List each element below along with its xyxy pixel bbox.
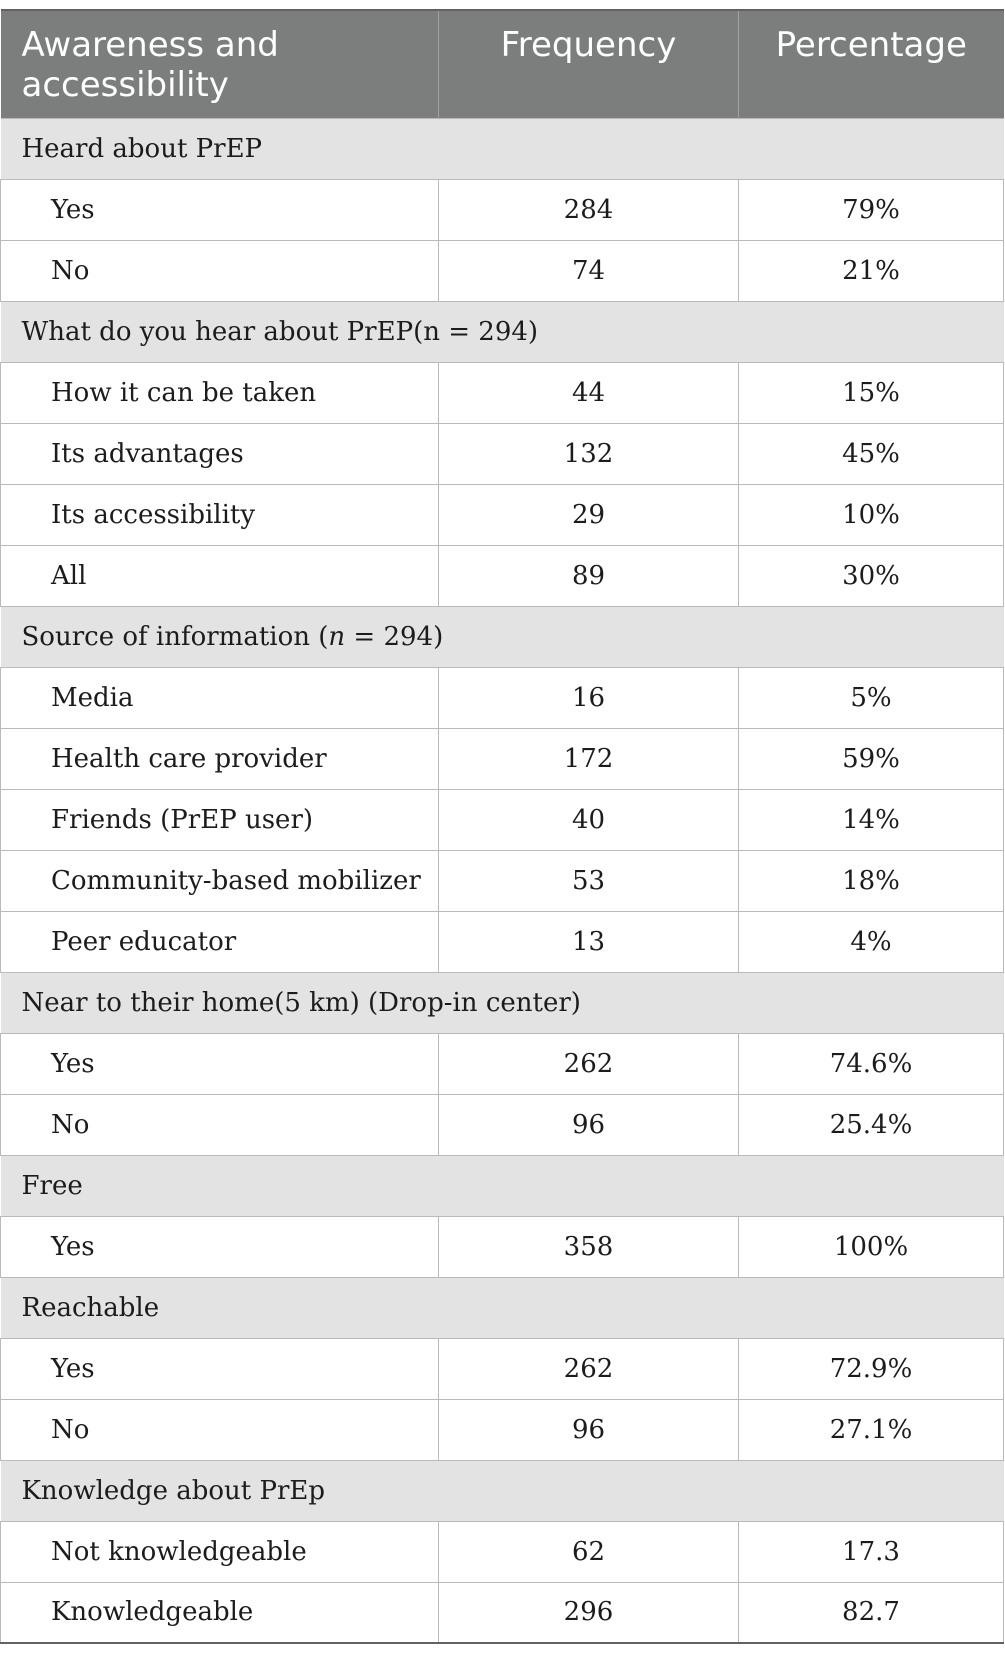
row-frequency: 16: [439, 667, 739, 728]
row-label: Friends (PrEP user): [1, 789, 439, 850]
table-row: [1, 911, 1004, 972]
table-row: [1, 667, 1004, 728]
section-title: What do you hear about PrEP(n = 294): [1, 301, 1004, 362]
row-label: Peer educator: [1, 911, 439, 972]
section-row: [1, 972, 1004, 1033]
row-frequency: 172: [439, 728, 739, 789]
row-frequency: 262: [439, 1338, 739, 1399]
section-row: [1, 1460, 1004, 1521]
row-percentage: 4%: [739, 911, 1004, 972]
table-row: [1, 1399, 1004, 1460]
table-body: [1, 118, 1004, 1643]
row-percentage: 25.4%: [739, 1094, 1004, 1155]
row-percentage: 27.1%: [739, 1399, 1004, 1460]
header-row: [1, 10, 1004, 118]
section-row: [1, 606, 1004, 667]
table-header: [1, 10, 1004, 118]
row-label: Yes: [1, 179, 439, 240]
table-row: [1, 1216, 1004, 1277]
row-label: Community-based mobilizer: [1, 850, 439, 911]
row-frequency: 40: [439, 789, 739, 850]
row-frequency: 296: [439, 1582, 739, 1643]
header-percentage: Percentage: [739, 10, 1004, 118]
row-percentage: 17.3: [739, 1521, 1004, 1582]
table-row: [1, 545, 1004, 606]
table-row: [1, 240, 1004, 301]
row-frequency: 262: [439, 1033, 739, 1094]
row-percentage: 79%: [739, 179, 1004, 240]
table-row: [1, 179, 1004, 240]
table-row: [1, 1033, 1004, 1094]
header-frequency: Frequency: [439, 10, 739, 118]
row-percentage: 10%: [739, 484, 1004, 545]
row-frequency: 284: [439, 179, 739, 240]
row-label: No: [1, 1399, 439, 1460]
row-percentage: 74.6%: [739, 1033, 1004, 1094]
row-frequency: 13: [439, 911, 739, 972]
row-percentage: 100%: [739, 1216, 1004, 1277]
row-label: Yes: [1, 1033, 439, 1094]
section-title: Free: [1, 1155, 1004, 1216]
row-label: Its advantages: [1, 423, 439, 484]
row-frequency: 89: [439, 545, 739, 606]
row-label: Yes: [1, 1216, 439, 1277]
table-row: [1, 789, 1004, 850]
row-frequency: 358: [439, 1216, 739, 1277]
row-frequency: 29: [439, 484, 739, 545]
row-frequency: 44: [439, 362, 739, 423]
row-percentage: 5%: [739, 667, 1004, 728]
row-percentage: 72.9%: [739, 1338, 1004, 1399]
row-frequency: 96: [439, 1399, 739, 1460]
row-label: Yes: [1, 1338, 439, 1399]
row-percentage: 18%: [739, 850, 1004, 911]
table-row: [1, 1582, 1004, 1643]
table-row: [1, 484, 1004, 545]
section-row: [1, 118, 1004, 179]
section-row: [1, 1155, 1004, 1216]
table-row: [1, 1521, 1004, 1582]
row-label: Knowledgeable: [1, 1582, 439, 1643]
row-label: Its accessibility: [1, 484, 439, 545]
row-percentage: 30%: [739, 545, 1004, 606]
row-frequency: 96: [439, 1094, 739, 1155]
table-row: [1, 423, 1004, 484]
row-percentage: 45%: [739, 423, 1004, 484]
section-row: [1, 1277, 1004, 1338]
table-row: [1, 1094, 1004, 1155]
row-percentage: 82.7: [739, 1582, 1004, 1643]
section-title: Source of information (n = 294): [1, 606, 1004, 667]
row-label: All: [1, 545, 439, 606]
section-row: [1, 301, 1004, 362]
section-title: Heard about PrEP: [1, 118, 1004, 179]
header-awareness: Awareness and accessibility: [1, 10, 439, 118]
row-percentage: 59%: [739, 728, 1004, 789]
row-frequency: 53: [439, 850, 739, 911]
section-title: Near to their home(5 km) (Drop-in center): [1, 972, 1004, 1033]
row-label: Health care provider: [1, 728, 439, 789]
row-percentage: 15%: [739, 362, 1004, 423]
row-frequency: 74: [439, 240, 739, 301]
row-label: No: [1, 1094, 439, 1155]
data-table: [0, 9, 1004, 1644]
row-label: How it can be taken: [1, 362, 439, 423]
row-label: Media: [1, 667, 439, 728]
row-percentage: 21%: [739, 240, 1004, 301]
row-frequency: 62: [439, 1521, 739, 1582]
row-frequency: 132: [439, 423, 739, 484]
row-label: Not knowledgeable: [1, 1521, 439, 1582]
row-percentage: 14%: [739, 789, 1004, 850]
table-row: [1, 850, 1004, 911]
table-row: [1, 1338, 1004, 1399]
section-title: Knowledge about PrEp: [1, 1460, 1004, 1521]
section-title: Reachable: [1, 1277, 1004, 1338]
table-row: [1, 728, 1004, 789]
row-label: No: [1, 240, 439, 301]
table-row: [1, 362, 1004, 423]
